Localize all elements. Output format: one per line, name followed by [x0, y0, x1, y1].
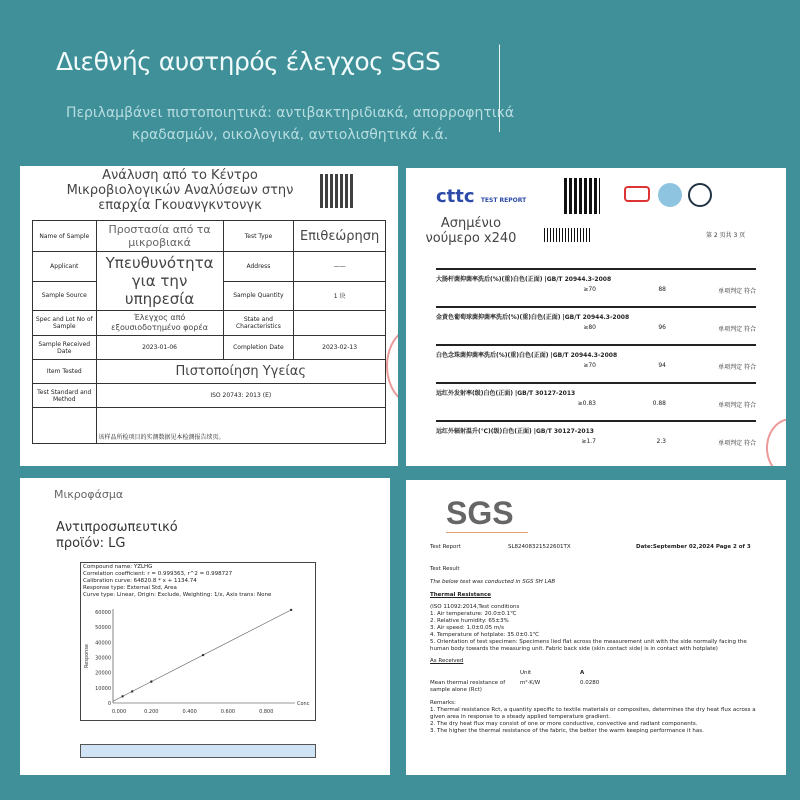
lab-note: The below test was conducted in SGS SH LAB [430, 579, 556, 585]
x-axis-label: Conc [297, 701, 310, 707]
overlay-inspection: Επιθεώρηση [299, 228, 380, 244]
remark-item: 2. The dry heat flux may consist of one or more conductive, convective and radiant components. [430, 721, 698, 727]
y-tick-label: 30000 [95, 655, 111, 662]
row-verdict: 单项判定 符合 [718, 402, 756, 409]
y-tick-label: 40000 [95, 640, 111, 647]
y-axis-label: Response [84, 643, 90, 669]
data-point [131, 690, 133, 692]
overlay-analysis: Ανάλυση από το Κέντρο Μικροβιολογικών Αναλύσεων στην επαρχία Γκουανγκντονγκ [66, 168, 294, 213]
calibration: Calibration curve: 64820.8 * x + 1134.74 [83, 578, 197, 584]
condition-line: 5. Orientation of test specimen: Specimens lied flat across the measurement unit with the side normally facing the human body towards the measuring unit. Fabric back side (skin contact side) is in contact with hotplate) [430, 639, 747, 652]
x-tick-label: 0.600 [220, 709, 236, 715]
cnas-logo-2 [688, 183, 712, 207]
row-value: 88 [658, 286, 666, 293]
test-result: Test Result [430, 566, 460, 572]
row-verdict: 单项判定 符合 [718, 440, 756, 447]
row-value: 0.0280 [580, 680, 600, 686]
data-point [150, 680, 152, 682]
y-tick-label: 50000 [95, 625, 111, 632]
cttc-logo [436, 186, 526, 207]
standard: ISO 20743: 2013 (E) [96, 384, 385, 408]
row-standard: ≥70 [583, 286, 596, 293]
cma-logo [624, 186, 650, 202]
test-row [436, 382, 756, 409]
qr-code-icon [564, 178, 600, 214]
col-unit: Unit [520, 670, 532, 676]
test-row [436, 344, 756, 371]
row-value: 0.88 [652, 400, 666, 407]
row-standard: ≥80 [583, 324, 596, 331]
remark-item: 3. The higher the thermal resistance of the fabric, the better the warm keeping performance it has. [430, 728, 704, 734]
chart-box [80, 562, 316, 721]
thermal-heading: Thermal Resistance [430, 592, 491, 598]
completion-date: 2023-02-13 [294, 336, 386, 360]
overlay-health: Πιστοποίηση Υγείας [175, 364, 306, 379]
certificate-cttc [406, 168, 786, 466]
report-label: Test Report [430, 544, 461, 550]
report-body [430, 566, 766, 735]
page-title: Διεθνής αυστηρός έλεγχος SGS [56, 47, 441, 76]
remark-item: 1. Thermal resistance Rct, a quantity specific to textile materials or composites, determines the dry heat flux across a given area in response to a steady applied temperature gradient. [430, 707, 756, 720]
condition-line: 4. Temperature of hotplate: 35.0±0.1℃ [430, 632, 539, 638]
row-label: Mean thermal resistance of sample alone (Rct) [430, 680, 506, 693]
cnas-logo [658, 183, 682, 207]
compound: Compound name: YZLHG [83, 564, 153, 570]
row-unit: m²·K/W [520, 680, 541, 686]
as-received: As Received [430, 658, 464, 664]
overlay-responsibility: Υπευθυνότητα για την υπηρεσία [105, 254, 214, 308]
condition-line: 2. Relative humidity: 65±3% [430, 618, 509, 624]
row-title: 白色念珠菌抑菌率洗后(%)(重)白色(正面) |GB/T 20944.3-2008 [436, 352, 618, 359]
condition-line: 3. Air speed: 1.0±0.05 m/s [430, 625, 504, 631]
x-tick-label: 0.000 [111, 709, 127, 715]
x-tick-label: 0.400 [182, 709, 197, 715]
cttc-logo-text: cttc [436, 186, 475, 207]
result-table [80, 744, 316, 758]
row-title: 远红外辐射温升(℃)(级)白色(正面) |GB/T 30127-2013 [436, 428, 594, 435]
data-point [121, 695, 123, 697]
overlay-silver: Ασημένιο νούμερο x240 [425, 216, 517, 246]
certificate-sgs [406, 480, 786, 775]
condition-line: 1. Air temperature: 20.0±0.1℃ [430, 611, 517, 617]
test-row [436, 268, 756, 295]
report-date: Date:September 02,2024 Page 2 of 3 [636, 544, 751, 550]
data-point [290, 609, 292, 611]
row-verdict: 单项判定 符合 [718, 364, 756, 371]
row-standard: ≥1.7 [581, 438, 596, 445]
certificate-microbiology [20, 166, 398, 466]
row-title: 大肠杆菌抑菌率洗后(%)(重)白色(正面) |GB/T 20944.3-2008 [436, 276, 612, 283]
remarks: Remarks: [430, 700, 456, 706]
data-point [202, 654, 204, 656]
row-standard: ≥0.83 [577, 400, 596, 407]
x-tick-label: 0.800 [259, 709, 274, 715]
cttc-logo-sub: TEST REPORT [480, 197, 527, 204]
curve-type: Curve type: Linear, Origin: Exclude, Weighting: 1/x, Axis trans: None [83, 592, 272, 598]
barcode [544, 228, 592, 242]
row-standard: ≥70 [583, 362, 596, 369]
sgs-logo: SGS [446, 496, 528, 533]
red-stamp [766, 418, 786, 466]
correlation: Correlation coefficient: r = 0.999363, r^2 = 0.998727 [83, 571, 233, 577]
certificate-lcms [20, 478, 390, 775]
red-stamp [386, 326, 398, 406]
address-value: —— [294, 252, 386, 282]
conclusion: 该样品所检项目的实测数据见本检测报告续页。 [96, 408, 385, 444]
row-value: 96 [658, 324, 666, 331]
row-verdict: 单项判定 符合 [718, 288, 756, 295]
overlay-microspectrum: Μικροφάσμα [54, 488, 124, 501]
test-row [436, 420, 756, 447]
y-tick-label: 0 [107, 701, 111, 707]
row-title: 远红外发射率(级)白色(正面) |GB/T 30127-2013 [436, 390, 576, 397]
calibration-chart [83, 601, 311, 719]
qty-value: 1 块 [294, 281, 386, 311]
test-row [436, 306, 756, 333]
row-title: 金黄色葡萄球菌抑菌率洗后(%)(重)白色(正面) |GB/T 20944.3-2008 [436, 314, 630, 321]
col-a: A [580, 670, 585, 676]
received-date: 2023-01-06 [96, 336, 223, 360]
report-number: SL82408321522601TX [508, 544, 571, 550]
condition-line: (ISO 11092:2014,Test conditions [430, 604, 520, 610]
overlay-authority: Έλεγχος από εξουσιοδοτημένο φορέα [111, 313, 208, 332]
y-tick-label: 60000 [95, 610, 111, 617]
row-value: 94 [658, 362, 666, 369]
page-subtitle: Περιλαμβάνει πιστοποιητικά: αντιβακτηριδιακά, απορροφητικά κραδασμών, οικολογικά, αντιολισθητικά κ.ά. [65, 105, 515, 143]
x-tick-label: 0.200 [144, 709, 159, 715]
overlay-protection: Προστασία από τα μικροβιακά [108, 223, 211, 249]
y-tick-label: 10000 [95, 685, 111, 692]
certificate-table: Name of Sample Προστασία από τα μικροβιακά Test Type Επιθεώρηση Applicant Υπευθυνότητα για την υπηρεσία Address —— Sample Source Sample Quantity 1 块 Spec and Lot No of Sample Έλεγχος από εξουσιοδοτημένο φορέα State and Characteristics Sample Received Date 2023-01-06 Completion Date 2023-02-13 Item Tested Πιστοποίηση Υγείας Test Standard and Method ISO 20743: 2013 (E) 该样品所检项目的实测数据见本检测报告续页。 [32, 220, 386, 444]
page-number: 第 2 页共 3 页 [706, 232, 746, 239]
y-tick-label: 20000 [95, 670, 111, 677]
overlay-product: Αντιπροσωπευτικό προϊόν: LG [56, 520, 178, 551]
row-value: 2.3 [656, 438, 666, 445]
qr-code-icon [320, 174, 354, 208]
response-type: Response type: External Std, Area [83, 585, 177, 591]
row-verdict: 单项判定 符合 [718, 326, 756, 333]
